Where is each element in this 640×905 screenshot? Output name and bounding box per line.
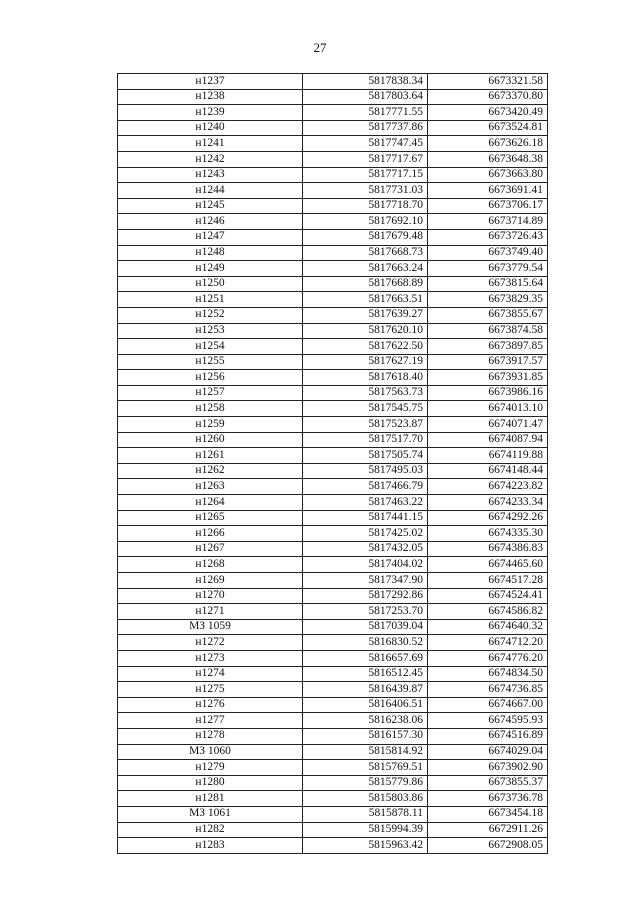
x-coordinate-cell: 5817622.50 [303,339,428,355]
x-coordinate-cell: 5816406.51 [303,697,428,713]
x-coordinate-cell: 5817718.70 [303,198,428,214]
x-coordinate-cell: 5815769.51 [303,760,428,776]
table-row [118,339,548,355]
y-coordinate-cell: 6674223.82 [428,479,548,495]
x-coordinate-cell: 5817731.03 [303,183,428,199]
y-coordinate-cell: 6673648.38 [428,151,548,167]
y-coordinate-cell: 6674524.41 [428,588,548,604]
point-name-cell: н1274 [118,666,303,682]
x-coordinate-cell: 5817838.34 [303,74,428,90]
table-row [118,682,548,698]
x-coordinate-cell: 5817463.22 [303,495,428,511]
table-row [118,432,548,448]
y-coordinate-cell: 6673779.54 [428,261,548,277]
x-coordinate-cell: 5817523.87 [303,417,428,433]
x-coordinate-cell: 5817466.79 [303,479,428,495]
table-row [118,744,548,760]
y-coordinate-cell: 6673986.16 [428,385,548,401]
point-name-cell: н1273 [118,650,303,666]
point-name-cell: н1253 [118,323,303,339]
point-name-cell: н1254 [118,339,303,355]
point-name-cell: н1270 [118,588,303,604]
table-row [118,526,548,542]
x-coordinate-cell: 5817717.67 [303,151,428,167]
table-row [118,760,548,776]
table-row [118,417,548,433]
x-coordinate-cell: 5817441.15 [303,510,428,526]
point-name-cell: н1276 [118,697,303,713]
point-name-cell: МЗ 1061 [118,806,303,822]
y-coordinate-cell: 6674029.04 [428,744,548,760]
x-coordinate-cell: 5817692.10 [303,214,428,230]
table-row [118,120,548,136]
table-row [118,105,548,121]
y-coordinate-cell: 6673931.85 [428,370,548,386]
page-number: 27 [313,40,327,55]
x-coordinate-cell: 5817663.51 [303,292,428,308]
point-name-cell: н1247 [118,229,303,245]
y-coordinate-cell: 6674776.20 [428,650,548,666]
table-row [118,74,548,90]
x-coordinate-cell: 5817425.02 [303,526,428,542]
y-coordinate-cell: 6674071.47 [428,417,548,433]
y-coordinate-cell: 6673706.17 [428,198,548,214]
y-coordinate-cell: 6674736.85 [428,682,548,698]
point-name-cell: н1277 [118,713,303,729]
x-coordinate-cell: 5817747.45 [303,136,428,152]
point-name-cell: н1245 [118,198,303,214]
x-coordinate-cell: 5817668.73 [303,245,428,261]
y-coordinate-cell: 6674517.28 [428,573,548,589]
table-row [118,198,548,214]
table-row [118,370,548,386]
x-coordinate-cell: 5816830.52 [303,635,428,651]
table-row [118,604,548,620]
point-name-cell: н1265 [118,510,303,526]
x-coordinate-cell: 5816157.30 [303,728,428,744]
x-coordinate-cell: 5817668.89 [303,276,428,292]
point-name-cell: н1242 [118,151,303,167]
table-row [118,775,548,791]
x-coordinate-cell: 5817563.73 [303,385,428,401]
table-row [118,573,548,589]
table-row [118,245,548,261]
x-coordinate-cell: 5816512.45 [303,666,428,682]
y-coordinate-cell: 6673726.43 [428,229,548,245]
point-name-cell: н1237 [118,74,303,90]
table-row [118,151,548,167]
y-coordinate-cell: 6673855.37 [428,775,548,791]
x-coordinate-cell: 5816657.69 [303,650,428,666]
y-coordinate-cell: 6673420.49 [428,105,548,121]
y-coordinate-cell: 6673454.18 [428,806,548,822]
x-coordinate-cell: 5816439.87 [303,682,428,698]
x-coordinate-cell: 5817253.70 [303,604,428,620]
point-name-cell: н1255 [118,354,303,370]
point-name-cell: н1262 [118,463,303,479]
point-name-cell: н1249 [118,261,303,277]
x-coordinate-cell: 5817404.02 [303,557,428,573]
table-row [118,276,548,292]
point-name-cell: н1257 [118,385,303,401]
y-coordinate-cell: 6674516.89 [428,728,548,744]
y-coordinate-cell: 6673626.18 [428,136,548,152]
table-row [118,167,548,183]
y-coordinate-cell: 6673749.40 [428,245,548,261]
point-name-cell: н1279 [118,760,303,776]
x-coordinate-cell: 5817517.70 [303,432,428,448]
table-row [118,557,548,573]
y-coordinate-cell: 6674233.34 [428,495,548,511]
point-name-cell: н1251 [118,292,303,308]
table-row [118,635,548,651]
y-coordinate-cell: 6673829.35 [428,292,548,308]
table-row [118,510,548,526]
table-row [118,261,548,277]
y-coordinate-cell: 6674087.94 [428,432,548,448]
x-coordinate-cell: 5815803.86 [303,791,428,807]
table-row [118,136,548,152]
x-coordinate-cell: 5815779.86 [303,775,428,791]
y-coordinate-cell: 6674586.82 [428,604,548,620]
point-name-cell: МЗ 1060 [118,744,303,760]
x-coordinate-cell: 5817432.05 [303,541,428,557]
table-row [118,588,548,604]
table-row [118,666,548,682]
x-coordinate-cell: 5817627.19 [303,354,428,370]
table-row [118,541,548,557]
y-coordinate-cell: 6673524.81 [428,120,548,136]
y-coordinate-cell: 6674712.20 [428,635,548,651]
table-row [118,323,548,339]
point-name-cell: н1272 [118,635,303,651]
point-name-cell: н1269 [118,573,303,589]
table-row [118,354,548,370]
x-coordinate-cell: 5815814.92 [303,744,428,760]
table-row [118,822,548,838]
point-name-cell: н1246 [118,214,303,230]
y-coordinate-cell: 6673815.64 [428,276,548,292]
point-name-cell: н1278 [118,728,303,744]
x-coordinate-cell: 5817505.74 [303,448,428,464]
point-name-cell: н1240 [118,120,303,136]
x-coordinate-cell: 5815994.39 [303,822,428,838]
y-coordinate-cell: 6673874.58 [428,323,548,339]
x-coordinate-cell: 5817737.86 [303,120,428,136]
point-name-cell: н1241 [118,136,303,152]
point-name-cell: н1282 [118,822,303,838]
point-name-cell: н1267 [118,541,303,557]
table-row [118,229,548,245]
point-name-cell: МЗ 1059 [118,619,303,635]
y-coordinate-cell: 6673321.58 [428,74,548,90]
table-row [118,307,548,323]
x-coordinate-cell: 5816238.06 [303,713,428,729]
point-name-cell: н1259 [118,417,303,433]
point-name-cell: н1283 [118,838,303,854]
table-row [118,89,548,105]
y-coordinate-cell: 6673691.41 [428,183,548,199]
x-coordinate-cell: 5817620.10 [303,323,428,339]
x-coordinate-cell: 5817803.64 [303,89,428,105]
y-coordinate-cell: 6674335.30 [428,526,548,542]
table-row [118,183,548,199]
x-coordinate-cell: 5817717.15 [303,167,428,183]
y-coordinate-cell: 6674834.50 [428,666,548,682]
table-row [118,713,548,729]
table-row [118,292,548,308]
point-name-cell: н1261 [118,448,303,464]
table-row [118,806,548,822]
point-name-cell: н1256 [118,370,303,386]
x-coordinate-cell: 5817771.55 [303,105,428,121]
y-coordinate-cell: 6674013.10 [428,401,548,417]
point-name-cell: н1238 [118,89,303,105]
point-name-cell: н1239 [118,105,303,121]
x-coordinate-cell: 5817679.48 [303,229,428,245]
coordinates-table-body [118,74,548,854]
point-name-cell: н1263 [118,479,303,495]
point-name-cell: н1250 [118,276,303,292]
point-name-cell: н1244 [118,183,303,199]
x-coordinate-cell: 5817639.27 [303,307,428,323]
point-name-cell: н1243 [118,167,303,183]
table-row [118,650,548,666]
y-coordinate-cell: 6674465.60 [428,557,548,573]
table-row [118,728,548,744]
y-coordinate-cell: 6673663.80 [428,167,548,183]
table-row [118,838,548,854]
y-coordinate-cell: 6673736.78 [428,791,548,807]
y-coordinate-cell: 6674595.93 [428,713,548,729]
table-row [118,495,548,511]
table-row [118,619,548,635]
point-name-cell: н1271 [118,604,303,620]
y-coordinate-cell: 6674148.44 [428,463,548,479]
coordinates-table [117,73,548,854]
table-row [118,791,548,807]
table-row [118,463,548,479]
point-name-cell: н1275 [118,682,303,698]
y-coordinate-cell: 6674386.83 [428,541,548,557]
y-coordinate-cell: 6673714.89 [428,214,548,230]
point-name-cell: н1252 [118,307,303,323]
y-coordinate-cell: 6673855.67 [428,307,548,323]
y-coordinate-cell: 6673370.80 [428,89,548,105]
table-row [118,479,548,495]
x-coordinate-cell: 5817618.40 [303,370,428,386]
x-coordinate-cell: 5817347.90 [303,573,428,589]
y-coordinate-cell: 6673897.85 [428,339,548,355]
x-coordinate-cell: 5817292.86 [303,588,428,604]
y-coordinate-cell: 6674292.26 [428,510,548,526]
point-name-cell: н1280 [118,775,303,791]
point-name-cell: н1260 [118,432,303,448]
point-name-cell: н1258 [118,401,303,417]
y-coordinate-cell: 6673917.57 [428,354,548,370]
y-coordinate-cell: 6674640.32 [428,619,548,635]
point-name-cell: н1264 [118,495,303,511]
table-row [118,697,548,713]
y-coordinate-cell: 6674119.88 [428,448,548,464]
table-row [118,448,548,464]
point-name-cell: н1248 [118,245,303,261]
y-coordinate-cell: 6674667.00 [428,697,548,713]
point-name-cell: н1266 [118,526,303,542]
point-name-cell: н1281 [118,791,303,807]
table-row [118,214,548,230]
table-row [118,401,548,417]
x-coordinate-cell: 5817039.04 [303,619,428,635]
x-coordinate-cell: 5817663.24 [303,261,428,277]
x-coordinate-cell: 5815878.11 [303,806,428,822]
x-coordinate-cell: 5817495.03 [303,463,428,479]
y-coordinate-cell: 6673902.90 [428,760,548,776]
x-coordinate-cell: 5815963.42 [303,838,428,854]
point-name-cell: н1268 [118,557,303,573]
y-coordinate-cell: 6672911.26 [428,822,548,838]
x-coordinate-cell: 5817545.75 [303,401,428,417]
table-row [118,385,548,401]
y-coordinate-cell: 6672908.05 [428,838,548,854]
